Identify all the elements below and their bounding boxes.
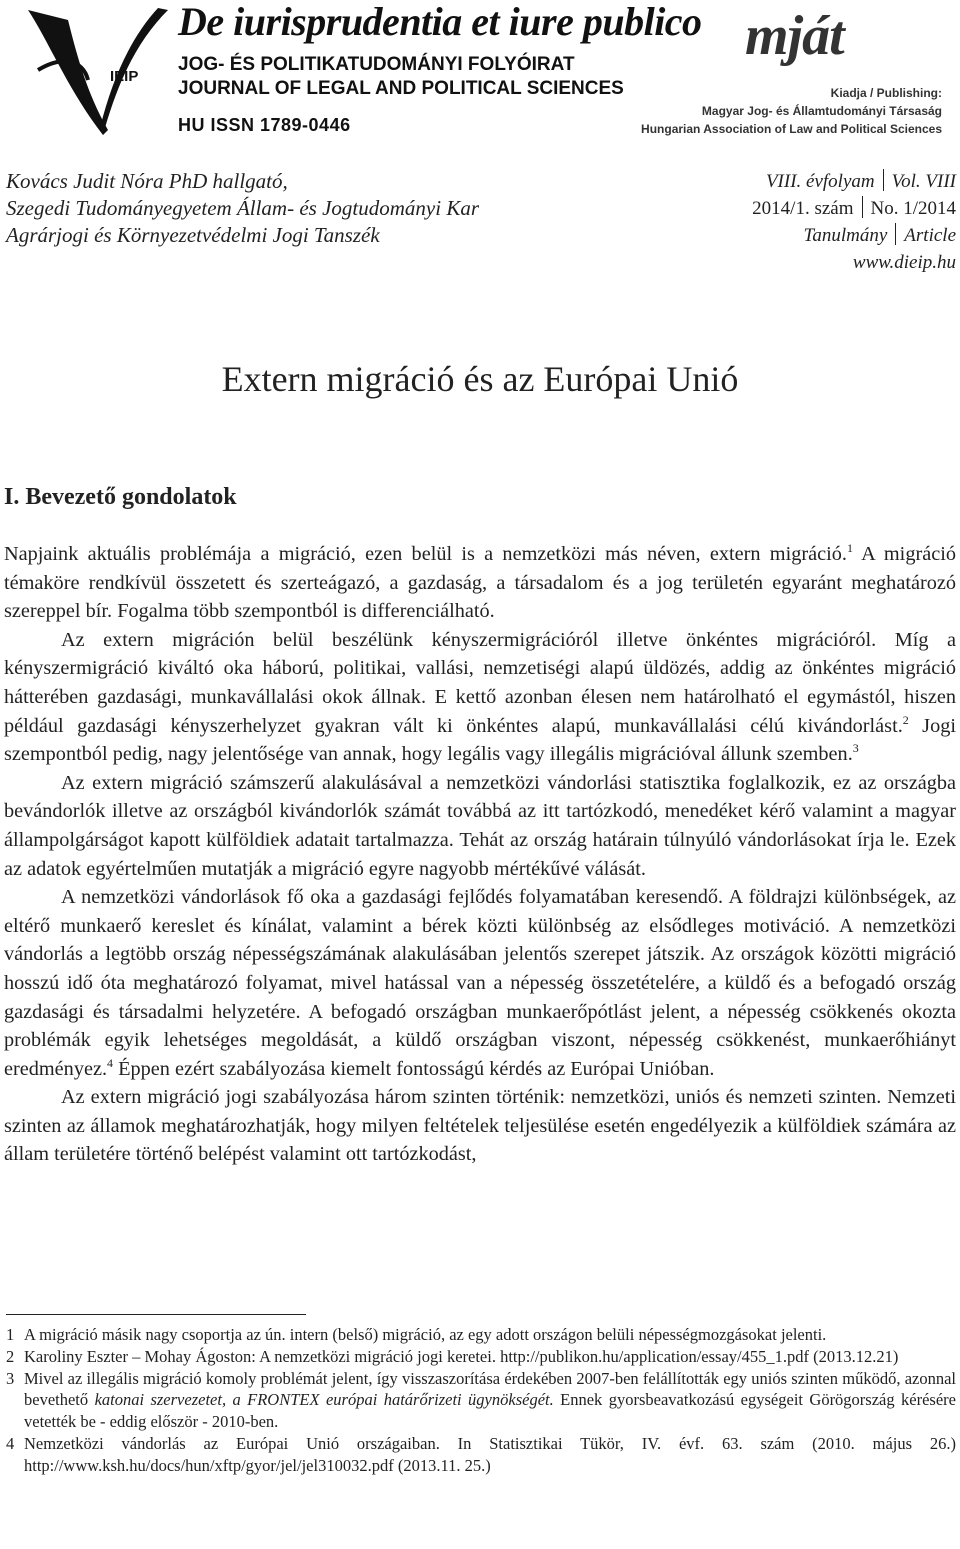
journal-subtitle-en: JOURNAL OF LEGAL AND POLITICAL SCIENCES — [178, 78, 624, 99]
paragraph: Az extern migráció jogi szabályozása három szinten történik: nemzetközi, uniós és nemzeti szinten. Nemzeti szinten az államok meghatározhatják, hogy milyen feltételek teljesülése esetén engedélyezik a külföldiek számára az állam területére történő belépést valamint ott tartózkodást, — [4, 1086, 956, 1166]
divider — [895, 223, 896, 245]
type-hu: Tanulmány — [803, 225, 888, 246]
footnote-ref[interactable]: 2 — [902, 712, 909, 727]
footnote: 3 Mivel az illegális migráció komoly problémát jelent, így visszaszorítása érdekében 2007-ben felállították egy uniós szinten működő, azonnal bevethető katonai szervezetet, a FRONTEX európai határőrizeti ügynökségét. Ennek gyorsbeavatkozású egységeit Görögország kérésére vetették be - eddig először - 2010-ben. — [6, 1368, 956, 1432]
number-en: No. 1/2014 — [870, 198, 956, 219]
website-link[interactable]: www.dieip.hu — [852, 252, 956, 273]
issue-block — [752, 168, 956, 276]
section-heading: I. Bevezető gondolatok — [4, 484, 237, 510]
author-department: Agrárjogi és Környezetvédelmi Jogi Tanszék — [6, 223, 380, 247]
journal-logo-icon — [8, 0, 168, 142]
article-body — [4, 540, 956, 1169]
publisher-info — [622, 84, 942, 138]
volume-hu: VIII. évfolyam — [765, 171, 875, 192]
footnote-ref[interactable]: 4 — [107, 1055, 114, 1070]
number-hu: 2014/1. szám — [752, 198, 854, 219]
footnote: 2 Karoliny Eszter – Mohay Ágoston: A nemzetközi migráció jogi keretei. http://publikon.hu/application/essay/455_1.pdf (2013.12.21) — [6, 1346, 899, 1366]
footnote: 1 A migráció másik nagy csoportja az ún. intern (belső) migráció, az egy adott országon belüli népességmozgásokat jelenti. — [6, 1325, 827, 1344]
publisher-name-hu: Magyar Jog- és Államtudományi Társaság — [701, 104, 942, 118]
publisher-name-en: Hungarian Association of Law and Political Sciences — [641, 122, 942, 136]
paragraph: Az extern migráción belül beszélünk kényszermigrációról illetve önkéntes migrációról. Míg a kényszermigráció kiváltó oka háború, politikai, vallási, nemzetiségi alapú üldözés, addig az önkéntes migráció hátterében gazdasági, munkavállalási okok állnak. E kettő azonban élesen nem határolható el egymástól, hiszen például gazdasági kényszerhelyzet gyakran vált ki önkéntes alapú, munkavállalási célú kivándorlást.$^2$ Jogi szempontból pedig, nagy jelentősége van annak, hogy legális vagy illegális migrációval állunk szemben.$^3$ — [4, 628, 956, 766]
author-university: Szegedi Tudományegyetem Állam- és Jogtudományi Kar — [6, 196, 479, 220]
paragraph: Napjaink aktuális problémája a migráció, ezen belül is a nemzetközi más néven, extern migráció.$^1$ A migráció témaköre rendkívül összetett és szerteágazó, a gazdaság, a társadalom és a jog területén egyaránt meghatározó szereppel bír. Fogalma több szempontból is differenciálható. — [4, 541, 956, 623]
footnote-ref[interactable]: 3 — [852, 741, 859, 756]
divider — [883, 169, 884, 191]
journal-subtitle-hu: JOG- ÉS POLITIKATUDOMÁNYI FOLYÓIRAT — [178, 54, 575, 75]
footnote-ref[interactable]: 1 — [846, 541, 853, 556]
publisher-logo: mját — [745, 5, 844, 67]
masthead — [0, 0, 960, 148]
author-block — [6, 168, 479, 249]
ieip-label: IEIP — [110, 68, 139, 85]
volume-en: Vol. VIII — [891, 171, 956, 192]
divider — [862, 196, 863, 218]
publisher-label: Kiadja / Publishing: — [830, 86, 942, 100]
type-en: Article — [904, 225, 956, 246]
footnote-divider — [6, 1314, 306, 1315]
footnote: 4 Nemzetközi vándorlás az Európai Unió országaiban. In Statisztikai Tükör, IV. évf. 63. szám (2010. május 26.) http://www.ksh.hu/docs/hun/xftp/gyor/jel/jel310032.pdf (2013.11. 25.) — [6, 1433, 956, 1475]
journal-title: De iurisprudentia et iure publico — [178, 0, 702, 44]
paragraph: Az extern migráció számszerű alakulásával a nemzetközi vándorlási statisztika foglalkozik, ez az országba bevándorlók illetve az országból kivándorlók számát továbbá az itt tartózkodó, menedéket kérő valamint a magyar állampolgárságot kapott külföldiek adatait tartalmazza. Tehát az ország határain túlnyúló vándorlásokat írja le. Ezek az adatok egyértelműen mutatják a migráció egyre nagyobb mértékűvé válását. — [4, 771, 956, 880]
issn: HU ISSN 1789-0446 — [178, 115, 351, 135]
author-name: Kovács Judit Nóra PhD hallgató, — [6, 169, 288, 193]
article-title: Extern migráció és az Európai Unió — [221, 359, 739, 399]
footnotes — [6, 1324, 956, 1477]
paragraph: A nemzetközi vándorlások fő oka a gazdasági fejlődés folyamatában keresendő. A földrajzi különbségek, az eltérő munkaerő kereslet és kínálat, valamint a bérek közti különbség az elsődleges motiváció. A nemzetközi vándorlás a legtöbb ország népességszámának alakulásában jelentős szerepet játszik. Az országok közötti migráció hosszú idő óta meghatározó folyamat, mivel hatással van a népesség összetételére, a küldő és a befogadó ország gazdasági és társadalmi helyzetére. A befogadó országban munkaerőpótlást jelent, a népesség csökkenés okozta problémák egyik lehetséges megoldását, a küldő országban viszont, népesség csökkenést, munkaerőhiányt eredményez.$^4$ Éppen ezért szabályozása kiemelt fontosságú kérdés az Európai Unióban. — [4, 886, 956, 1080]
